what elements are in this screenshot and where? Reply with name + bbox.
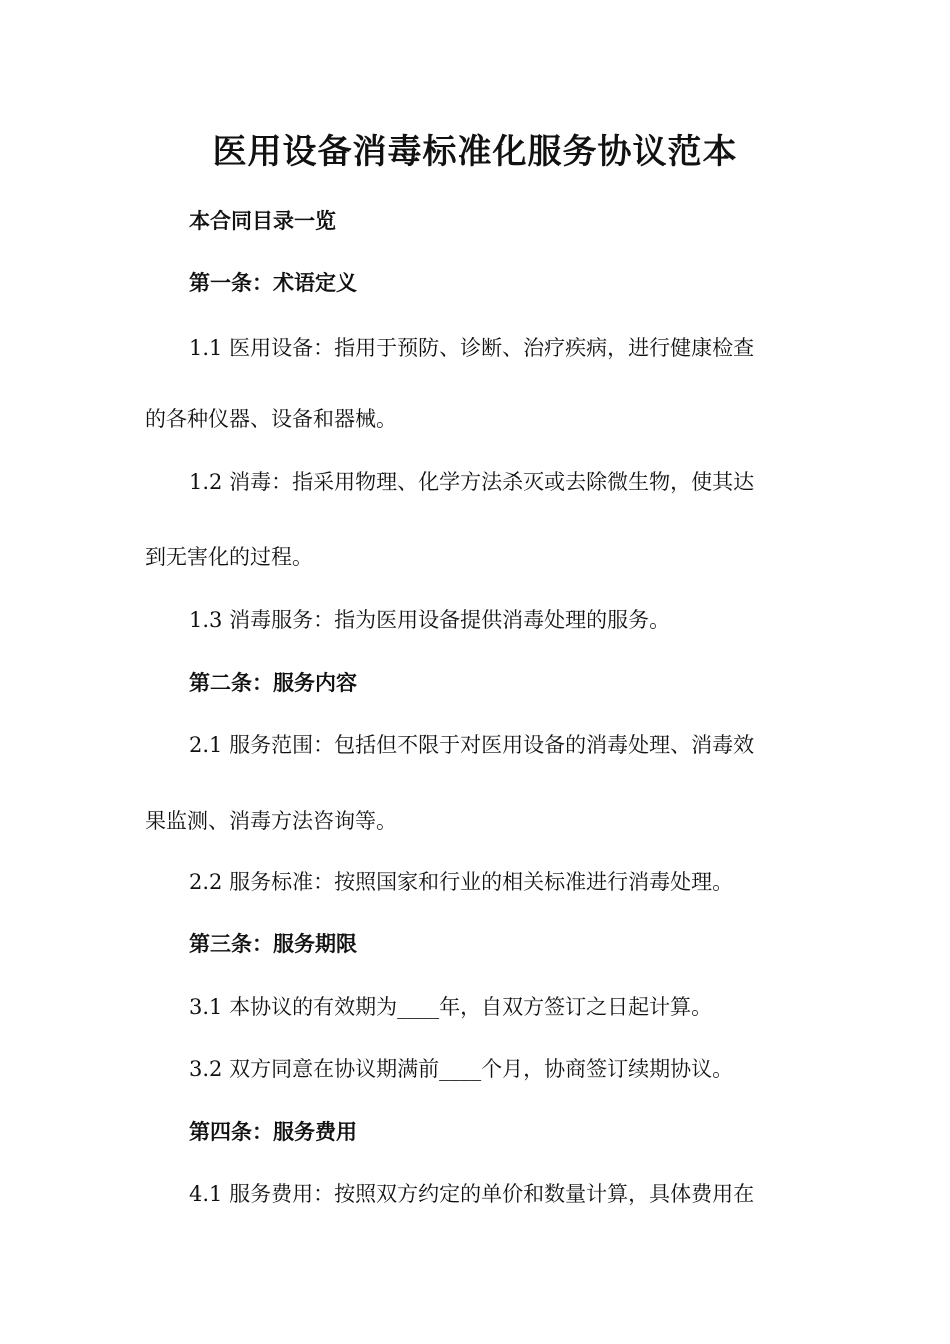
toc-heading: 本合同目录一览 bbox=[189, 208, 336, 233]
article-4-heading: 第四条：服务费用 bbox=[189, 1119, 357, 1144]
clause-1-1: 1.1 医用设备：指用于预防、诊断、治疗疾病，进行健康检查 bbox=[189, 336, 755, 360]
clause-2-2: 2.2 服务标准：按照国家和行业的相关标准进行消毒处理。 bbox=[189, 870, 734, 894]
clause-4-1: 4.1 服务费用：按照双方约定的单价和数量计算，具体费用在 bbox=[189, 1182, 755, 1206]
clause-1-1-continued: 的各种仪器、设备和器械。 bbox=[145, 407, 397, 431]
document-title: 医用设备消毒标准化服务协议范本 bbox=[212, 132, 738, 172]
clause-1-2: 1.2 消毒：指采用物理、化学方法杀灭或去除微生物，使其达 bbox=[189, 470, 755, 494]
clause-3-1: 3.1 本协议的有效期为____年，自双方签订之日起计算。 bbox=[189, 995, 713, 1019]
clause-2-1-continued: 果监测、消毒方法咨询等。 bbox=[145, 809, 397, 833]
clause-3-2: 3.2 双方同意在协议期满前____个月，协商签订续期协议。 bbox=[189, 1057, 734, 1081]
clause-1-3: 1.3 消毒服务：指为医用设备提供消毒处理的服务。 bbox=[189, 608, 671, 632]
article-2-heading: 第二条：服务内容 bbox=[189, 670, 357, 695]
article-3-heading: 第三条：服务期限 bbox=[189, 931, 357, 956]
clause-1-2-continued: 到无害化的过程。 bbox=[145, 545, 313, 569]
article-1-heading: 第一条：术语定义 bbox=[189, 270, 357, 295]
clause-2-1: 2.1 服务范围：包括但不限于对医用设备的消毒处理、消毒效 bbox=[189, 733, 755, 757]
